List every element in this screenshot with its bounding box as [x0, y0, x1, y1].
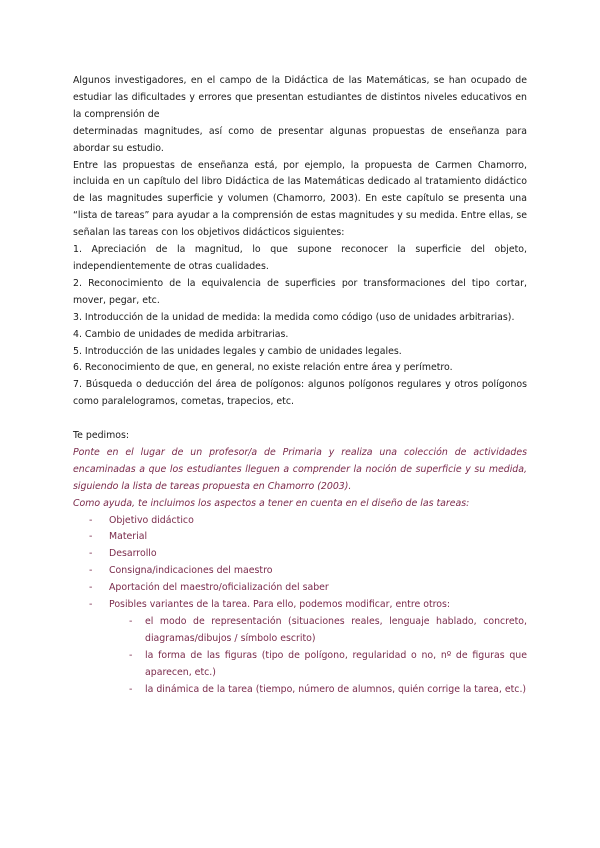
tasks-list	[73, 242, 527, 411]
task-item: 7. Búsqueda o deducción del área de polígonos: algunos polígonos regulares y otros polígonos como paralelogramos, cometas, trapecios, etc.	[73, 379, 527, 408]
task-item: 4. Cambio de unidades de medida arbitrarias.	[73, 328, 289, 340]
aspect-label: Aportación del maestro/oficialización del saber	[109, 582, 329, 594]
aspect-label: Objetivo didáctico	[109, 514, 194, 526]
aspect-item	[73, 546, 527, 563]
aspect-label: Consigna/indicaciones del maestro	[109, 565, 273, 577]
intro-paragraph-3: Entre las propuestas de enseñanza está, por ejemplo, la propuesta de Carmen Chamorro, incluida en un capítulo del libro Didáctica de las Matemáticas dedicado al tratamiento didáctico de las magnitudes superficie y volumen (Chamorro, 2003). En este capítulo se presenta una “lista de tareas” para ayudar a la comprensión de estas magnitudes y su medida. Entre ellas, se señalan las tareas con los objetivos didácticos siguientes:	[73, 159, 527, 239]
task-item: 6. Reconocimiento de que, en general, no existe relación entre área y perímetro.	[73, 362, 453, 374]
aspect-item	[73, 513, 527, 530]
variant-item	[109, 682, 527, 699]
intro-paragraph-1: Algunos investigadores, en el campo de la Didáctica de las Matemáticas, se han ocupado de estudiar las dificultades y errores que presentan estudiantes de distintos niveles educativos en la comprensión de	[73, 75, 527, 120]
intro-paragraph-2: determinadas magnitudes, así como de presentar algunas propuestas de enseñanza para abordar su estudio.	[73, 125, 527, 154]
aspect-item	[73, 529, 527, 546]
aspect-item	[73, 563, 527, 580]
aspects-list	[73, 513, 527, 699]
task-item: 3. Introducción de la unidad de medida: la medida como código (uso de unidades arbitrarias).	[73, 311, 515, 323]
aspect-item	[73, 597, 527, 698]
variants-list	[109, 614, 527, 699]
aspect-item	[73, 580, 527, 597]
task-item: 5. Introducción de las unidades legales y cambio de unidades legales.	[73, 345, 402, 357]
document-body	[73, 73, 527, 699]
aspect-label: Material	[109, 531, 148, 543]
variant-item	[109, 614, 527, 648]
request-task: Ponte en el lugar de un profesor/a de Primaria y realiza una colección de actividades encaminadas a que los estudiantes lleguen a comprender la noción de superficie y su medida, siguiendo la lista de tareas propuesta en Chamorro (2003).	[73, 446, 527, 492]
aspect-label: Desarrollo	[109, 548, 157, 560]
variant-label: - la dinámica de la tarea (tiempo, número de alumnos, quién corrige la tarea, etc.)	[145, 683, 527, 695]
variant-label: - la forma de las figuras (tipo de polígono, regularidad o no, nº de figuras que aparecen, etc.)	[145, 649, 527, 678]
spacer	[73, 411, 527, 428]
request-heading: Te pedimos:	[73, 430, 130, 442]
request-help: Como ayuda, te incluimos los aspectos a tener en cuenta en el diseño de las tareas:	[73, 497, 470, 509]
task-item: 2. Reconocimiento de la equivalencia de superficies por transformaciones del tipo cortar, mover, pegar, etc.	[73, 277, 527, 306]
task-item: 1. Apreciación de la magnitud, lo que supone reconocer la superficie del objeto, independientemente de otras cualidades.	[73, 244, 527, 272]
aspect-label: Posibles variantes de la tarea. Para ello, podemos modificar, entre otros:	[109, 599, 451, 611]
variant-item	[109, 648, 527, 682]
variant-label: - el modo de representación (situaciones reales, lenguaje hablado, concreto, diagramas/dibujos / símbolo escrito)	[145, 615, 527, 644]
